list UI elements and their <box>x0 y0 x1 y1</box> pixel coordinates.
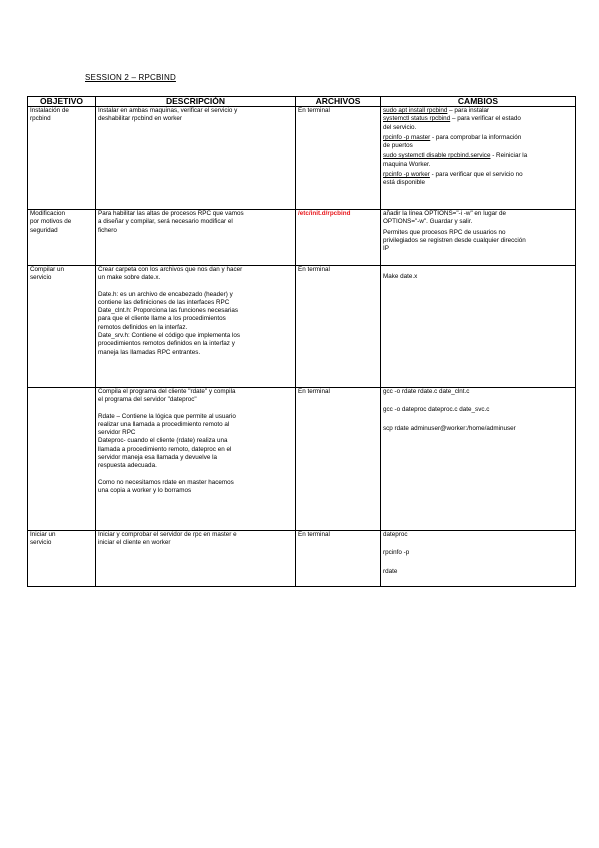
cell-objetivo: Instalación de rpcbind <box>28 107 96 210</box>
cell-cambios: dateproc rpcinfo -p rdate <box>381 531 576 587</box>
cell-archivos: En terminal <box>296 266 381 388</box>
header-objetivo: OBJETIVO <box>28 97 96 107</box>
cell-cambios: sudo apt install rpcbind – para instalar systemctl status rpcbind – para verificar el estado del servicio. rpcinfo -p master - para comprobar la información de puertos sudo systemctl disable rpcbind.service - Reiniciar la maquina Worker. rpcinfo -p worker - para verificar que el servicio no está disponible <box>381 107 576 210</box>
table-row <box>28 107 576 210</box>
table-row <box>28 210 576 266</box>
cell-descripcion: Instalar en ambas maquinas, verificar el servicio y deshabilitar rpcbind en worker <box>96 107 296 210</box>
table-row <box>28 531 576 587</box>
cell-objetivo: Iniciar un servicio <box>28 531 96 587</box>
cell-objetivo <box>28 388 96 531</box>
cell-cambios: Make date.x <box>381 266 576 388</box>
table-row <box>28 266 576 388</box>
cell-descripcion: Iniciar y comprobar el servidor de rpc en master e iniciar el cliente en worker <box>96 531 296 587</box>
cell-descripcion: Crear carpeta con los archivos que nos dan y hacer un make sobre date.x. Date.h: es un archivo de encabezado (header) y contiene las definiciones de las interfaces RPC Date_clnt.h: Proporciona las funciones necesarias para que el cliente llame a los procedimientos remotos definidos en la interfaz. Date_srv.h: Contiene el código que implementa los procedimientos remotos definidos en la interfaz y maneja las llamadas RPC entrantes. <box>96 266 296 388</box>
cell-objetivo: Compilar un servicio <box>28 266 96 388</box>
cell-cambios: añadir la línea OPTIONS="-i -w" en lugar de OPTIONS="-w". Guardar y salir. Permites que procesos RPC de usuarios no privilegiados se registren desde cualquier dirección IP <box>381 210 576 266</box>
cell-archivos: /etc/init.d/rpcbind <box>296 210 381 266</box>
session-title: SESSION 2 – RPCBIND <box>85 73 176 82</box>
session-table <box>27 96 576 587</box>
cell-cambios: gcc -o rdate rdate.c date_clnt.c gcc -o dateproc dateproc.c date_svc.c scp rdate adminuser@worker:/home/adminuser <box>381 388 576 531</box>
header-archivos: ARCHIVOS <box>296 97 381 107</box>
header-descripcion: DESCRIPCIÓN <box>96 97 296 107</box>
cell-descripcion: Para habilitar las altas de procesos RPC que vamos a diseñar y compilar, será necesario modificar el fichero <box>96 210 296 266</box>
table-row <box>28 388 576 531</box>
cell-objetivo: Modificacion por motivos de seguridad <box>28 210 96 266</box>
cell-archivos: En terminal <box>296 107 381 210</box>
table-header-row <box>28 97 576 107</box>
cell-archivos: En terminal <box>296 388 381 531</box>
header-cambios: CAMBIOS <box>381 97 576 107</box>
cell-archivos: En terminal <box>296 531 381 587</box>
cell-descripcion: Compila el programa del cliente "rdate" y compila el programa del servidor "dateproc" Rdate – Contiene la lógica que permite al usuario realizar una llamada a procedimiento remoto al servidor RPC Dateproc- cuando el cliente (rdate) realiza una llamada a procedimiento remoto, dateproc en el servidor maneja esa llamada y devuelve la respuesta adecuada. Como no necesitamos rdate en master hacemos una copia a worker y lo borramos <box>96 388 296 531</box>
